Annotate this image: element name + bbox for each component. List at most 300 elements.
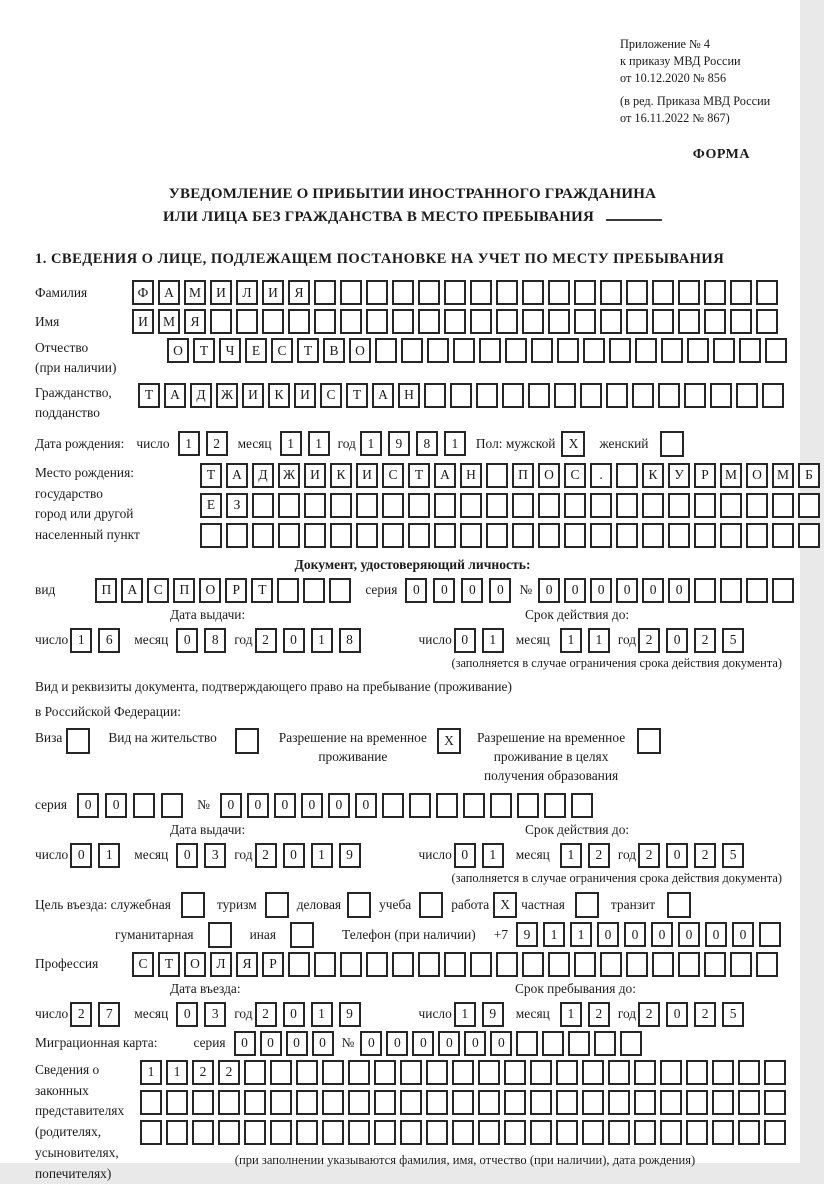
form-cell: Р: [694, 463, 716, 488]
label-line: (родителях,: [35, 1124, 102, 1140]
form-cell: [574, 952, 596, 977]
form-cell: [140, 1090, 162, 1115]
form-cell: Т: [408, 463, 430, 488]
cell-row: [140, 1090, 790, 1115]
form-cell: [436, 793, 458, 818]
form-cell: Л: [236, 280, 258, 305]
form-cell: [330, 493, 352, 518]
birth-month-cells: [280, 431, 336, 456]
form-cell: [522, 280, 544, 305]
cell-row: [140, 1060, 790, 1085]
form-cell: [192, 1120, 214, 1145]
form-cell: [530, 1060, 552, 1085]
form-cell: 9: [339, 843, 361, 868]
form-cell: [531, 338, 553, 363]
label: месяц: [134, 632, 169, 648]
form-cell: [764, 1120, 786, 1145]
form-cell: [548, 309, 570, 334]
form-cell: [739, 338, 761, 363]
surname-label: Фамилия: [35, 284, 88, 300]
form-cell: Р: [225, 578, 247, 603]
label-line: Сведения о: [35, 1061, 100, 1077]
form-cell: 0: [360, 1031, 382, 1056]
form-cell: [686, 1120, 708, 1145]
form-cell: [200, 523, 222, 548]
form-cell: [694, 523, 716, 548]
form-cell: С: [132, 952, 154, 977]
form-cell: [759, 922, 781, 947]
form-cell: [496, 280, 518, 305]
form-cell: [544, 793, 566, 818]
label: год: [234, 1006, 253, 1022]
form-cell: [626, 309, 648, 334]
form-cell: [392, 309, 414, 334]
form-cell: Ф: [132, 280, 154, 305]
entry-day-cells: [70, 1002, 126, 1027]
form-cell: [490, 793, 512, 818]
form-cell: [687, 338, 709, 363]
form-cell: [704, 952, 726, 977]
form-cell: [652, 952, 674, 977]
form-cell: З: [226, 493, 248, 518]
form-cell: [652, 309, 674, 334]
form-cell: А: [434, 463, 456, 488]
form-cell: 0: [454, 843, 476, 868]
form-cell: А: [226, 463, 248, 488]
form-cell: [278, 523, 300, 548]
permit-series-row: [35, 793, 790, 818]
visit-purpose-row: [35, 892, 790, 918]
form-cell: [382, 793, 404, 818]
form-cell: [340, 309, 362, 334]
form-cell: С: [564, 463, 586, 488]
label: число: [418, 847, 452, 863]
form-cell: [571, 793, 593, 818]
permit-dates-labels-right: Срок действия до:: [525, 821, 630, 837]
doc-dates-labels-right: Срок действия до:: [525, 606, 630, 622]
label-line: получения образования: [483, 767, 619, 783]
form-cell: [772, 523, 794, 548]
purpose-study-checkbox: [419, 892, 443, 918]
form-cell: [606, 383, 628, 408]
form-cell: [366, 952, 388, 977]
form-cell: [616, 463, 638, 488]
purpose-business-checkbox: [347, 892, 371, 918]
form-cell: И: [210, 280, 232, 305]
form-cell: 1: [570, 922, 592, 947]
form-cell: [166, 1090, 188, 1115]
label-line: Гражданство,: [35, 384, 112, 400]
form-cell: [479, 338, 501, 363]
label-line: усыновителях,: [35, 1144, 119, 1160]
permit-series-label: серия: [35, 797, 68, 813]
form-cell: 2: [638, 843, 660, 868]
entry-dates-labels: [35, 981, 790, 1000]
form-cell: 0: [666, 628, 688, 653]
label: серия: [365, 582, 398, 598]
form-cell: [444, 309, 466, 334]
form-cell: [288, 952, 310, 977]
form-cell: [322, 1060, 344, 1085]
form-cell: Д: [252, 463, 274, 488]
form-cell: [270, 1060, 292, 1085]
form-cell: 0: [642, 578, 664, 603]
form-cell: [512, 523, 534, 548]
form-cell: [554, 383, 576, 408]
form-cell: М: [720, 463, 742, 488]
form-cell: Я: [184, 309, 206, 334]
form-cell: [608, 1090, 630, 1115]
temp-residence-education-checkbox: [637, 728, 661, 754]
label-line: город или другой: [35, 506, 134, 522]
form-cell: [538, 493, 560, 518]
form-cell: 1: [140, 1060, 162, 1085]
permit-series-cells: [77, 793, 189, 818]
migration-card-row: [35, 1031, 790, 1056]
form-cell: 2: [218, 1060, 240, 1085]
residence-doc-line1: Вид и реквизиты документа, подтверждающего право на пребывание (проживание): [35, 678, 512, 694]
patronymic-cells: [167, 338, 791, 363]
label-line: Разрешение на временное: [278, 729, 427, 745]
form-cell: [712, 1120, 734, 1145]
form-cell: 1: [70, 628, 92, 653]
form-cell: [616, 493, 638, 518]
form-title-line1: УВЕДОМЛЕНИЕ О ПРИБЫТИИ ИНОСТРАННОГО ГРАЖДАНИНА: [168, 185, 657, 202]
form-cell: [764, 1060, 786, 1085]
label-line: подданство: [35, 404, 100, 420]
label: месяц: [515, 632, 550, 648]
form-cell: [608, 1120, 630, 1145]
stay-month-cells: [560, 1002, 616, 1027]
form-cell: 1: [308, 431, 330, 456]
form-cell: Е: [245, 338, 267, 363]
cell-row: [140, 1120, 790, 1145]
phone-label: Телефон (при наличии): [342, 926, 476, 942]
label-line: проживание в целях: [493, 748, 609, 764]
label: число: [35, 847, 69, 863]
legal-reps-block-note: (при заполнении указываются фамилия, имя, отчество (при наличии), дата рождения): [234, 1152, 696, 1167]
form-cell: [668, 523, 690, 548]
form-cell: 1: [588, 628, 610, 653]
visa-label: Виза: [35, 729, 63, 745]
form-cell: [418, 309, 440, 334]
form-cell: [764, 1090, 786, 1115]
form-cell: [634, 1060, 656, 1085]
form-cell: [400, 1120, 422, 1145]
form-cell: [161, 793, 183, 818]
form-cell: 1: [311, 628, 333, 653]
temp-residence-education-label: [477, 728, 625, 785]
form-cell: [314, 309, 336, 334]
form-cell: [686, 1090, 708, 1115]
label-line: государство: [35, 485, 103, 501]
form-cell: [557, 338, 579, 363]
form-cell: 0: [412, 1031, 434, 1056]
form-cell: [218, 1090, 240, 1115]
form-cell: [564, 493, 586, 518]
form-cell: 0: [666, 1002, 688, 1027]
form-cell: 1: [360, 431, 382, 456]
form-cell: [426, 1060, 448, 1085]
form-cell: [244, 1120, 266, 1145]
form-cell: [517, 793, 539, 818]
form-cell: [270, 1120, 292, 1145]
form-cell: [244, 1060, 266, 1085]
residence-permit-checkbox: [235, 728, 259, 754]
form-cell: 0: [301, 793, 323, 818]
form-cell: [262, 309, 284, 334]
citizenship-cells: [138, 383, 788, 408]
label: число: [35, 1006, 69, 1022]
purpose-other-checkbox: [290, 922, 314, 948]
form-cell: [496, 309, 518, 334]
form-cell: [626, 952, 648, 977]
form-cell: О: [538, 463, 560, 488]
form-cell: Р: [262, 952, 284, 977]
form-cell: [704, 280, 726, 305]
form-cell: [582, 1090, 604, 1115]
form-cell: 0: [77, 793, 99, 818]
form-cell: И: [356, 463, 378, 488]
surname-row: [35, 280, 790, 305]
entry-dates-labels-right: Срок пребывания до:: [515, 980, 636, 996]
birth-day-cells: [178, 431, 234, 456]
form-cell: [642, 493, 664, 518]
form-cell: [594, 1031, 616, 1056]
label-line: Разрешение на временное: [476, 729, 626, 745]
form-cell: У: [668, 463, 690, 488]
purpose-private-checkbox: [575, 892, 599, 918]
label: год: [617, 1006, 637, 1022]
label: серия: [193, 1035, 226, 1051]
phone-cells: [516, 922, 786, 947]
permit-expiry-day-cells: [454, 843, 510, 868]
form-cell: [210, 309, 232, 334]
form-cell: 0: [176, 1002, 198, 1027]
label: месяц: [515, 1006, 550, 1022]
migration-series-cells: [234, 1031, 338, 1056]
form-cell: И: [294, 383, 316, 408]
form-cell: 9: [388, 431, 410, 456]
form-cell: [426, 1120, 448, 1145]
form-cell: [528, 383, 550, 408]
form-cell: [522, 952, 544, 977]
form-cell: [634, 1090, 656, 1115]
label: транзит: [610, 896, 656, 912]
form-cell: [548, 280, 570, 305]
form-cell: [522, 309, 544, 334]
form-cell: [452, 1120, 474, 1145]
form-cell: К: [642, 463, 664, 488]
doc-type-cells: [95, 578, 355, 603]
form-cell: [556, 1090, 578, 1115]
form-cell: 1: [560, 628, 582, 653]
form-cell: С: [382, 463, 404, 488]
form-cell: [486, 463, 508, 488]
permit-issue-month-cells: [176, 843, 232, 868]
form-cell: С: [147, 578, 169, 603]
form-cell: [600, 309, 622, 334]
label-line: представителях: [35, 1103, 125, 1119]
label: работа: [451, 896, 490, 912]
form-cell: [470, 952, 492, 977]
form-cell: [635, 338, 657, 363]
form-title-line2: [35, 206, 790, 229]
label: месяц: [134, 1006, 169, 1022]
form-cell: 2: [694, 1002, 716, 1027]
form-cell: [450, 383, 472, 408]
label: месяц: [134, 847, 169, 863]
form-cell: И: [132, 309, 154, 334]
form-cell: [798, 493, 820, 518]
form-cell: 0: [286, 1031, 308, 1056]
form-cell: 2: [70, 1002, 92, 1027]
form-cell: [374, 1090, 396, 1115]
form-cell: [496, 952, 518, 977]
doc-type-row: [35, 578, 790, 603]
form-cell: [460, 493, 482, 518]
purpose-humanitarian-label: гуманитарная: [115, 926, 194, 942]
label: месяц: [515, 847, 550, 863]
appendix-line: Приложение № 4: [620, 37, 711, 51]
form-cell: 3: [204, 1002, 226, 1027]
form-cell: 0: [70, 843, 92, 868]
form-cell: [236, 309, 258, 334]
label: число: [136, 435, 170, 451]
patronymic-row: [35, 338, 790, 378]
form-cell: Т: [193, 338, 215, 363]
form-cell: [600, 952, 622, 977]
form-cell: [556, 1120, 578, 1145]
doc-issue-month-cells: [176, 628, 232, 653]
form-cell: 1: [482, 843, 504, 868]
form-cell: 9: [516, 922, 538, 947]
form-cell: [400, 1060, 422, 1085]
sex-male-checkbox: Х: [561, 431, 585, 457]
form-cell: [314, 952, 336, 977]
form-cell: 0: [624, 922, 646, 947]
form-cell: [288, 309, 310, 334]
stay-day-cells: [454, 1002, 510, 1027]
form-cell: [746, 578, 768, 603]
form-cell: 1: [454, 1002, 476, 1027]
form-cell: [568, 1031, 590, 1056]
doc-expiry-day-cells: [454, 628, 510, 653]
form-cell: [678, 280, 700, 305]
form-cell: Я: [288, 280, 310, 305]
form-cell: [504, 1090, 526, 1115]
doc-issue-year-cells: [255, 628, 367, 653]
form-cell: [192, 1090, 214, 1115]
form-cell: [730, 309, 752, 334]
doc-expiry-month-cells: [560, 628, 616, 653]
form-cell: 7: [98, 1002, 120, 1027]
form-cell: 0: [274, 793, 296, 818]
appendix-line: от 16.11.2022 № 867): [620, 110, 730, 125]
birth-year-cells: [360, 431, 472, 456]
form-cell: [516, 1031, 538, 1056]
form-cell: [660, 1060, 682, 1085]
doc-number-cells: [538, 578, 798, 603]
cell-row: [200, 493, 824, 518]
form-cell: [712, 1090, 734, 1115]
appendix-note: [620, 36, 790, 127]
form-cell: 6: [98, 628, 120, 653]
label: №: [519, 582, 533, 598]
label-line: проживание: [318, 748, 388, 764]
form-cell: М: [158, 309, 180, 334]
form-cell: Н: [398, 383, 420, 408]
form-cell: [642, 523, 664, 548]
form-cell: [582, 1120, 604, 1145]
label: туризм: [216, 896, 257, 912]
label-line: Место рождения:: [35, 464, 134, 480]
appendix-line: к приказу МВД России: [620, 53, 741, 68]
form-cell: [252, 523, 274, 548]
givenname-label: Имя: [35, 313, 60, 329]
form-cell: [564, 523, 586, 548]
visa-checkbox: [66, 728, 90, 754]
form-cell: [720, 493, 742, 518]
form-cell: Н: [460, 463, 482, 488]
form-cell: 2: [255, 628, 277, 653]
form-cell: Т: [158, 952, 180, 977]
form-cell: 1: [482, 628, 504, 653]
form-cell: [736, 383, 758, 408]
label: год: [337, 435, 356, 451]
form-cell: 0: [312, 1031, 334, 1056]
form-cell: [296, 1120, 318, 1145]
form-cell: 2: [638, 628, 660, 653]
form-cell: [478, 1120, 500, 1145]
identity-doc-heading: Документ, удостоверяющий личность:: [294, 556, 531, 572]
form-cell: [720, 578, 742, 603]
form-cell: 3: [204, 843, 226, 868]
form-cell: [322, 1090, 344, 1115]
form-cell: Л: [210, 952, 232, 977]
doc-dates-labels-left: Дата выдачи:: [170, 606, 246, 622]
birthplace-block-label: [35, 463, 200, 546]
form-cell: П: [95, 578, 117, 603]
form-cell: 0: [438, 1031, 460, 1056]
form-cell: [712, 1060, 734, 1085]
form-cell: 0: [489, 578, 511, 603]
form-cell: [556, 1060, 578, 1085]
form-cell: 2: [588, 1002, 610, 1027]
form-cell: 0: [260, 1031, 282, 1056]
form-cell: [530, 1090, 552, 1115]
form-cell: Т: [251, 578, 273, 603]
form-cell: [704, 309, 726, 334]
form-cell: [632, 383, 654, 408]
form-cell: [542, 1031, 564, 1056]
form-cell: 2: [206, 431, 228, 456]
form-cell: П: [512, 463, 534, 488]
form-cell: М: [184, 280, 206, 305]
form-cell: [366, 280, 388, 305]
form-cell: П: [173, 578, 195, 603]
form-cell: [512, 493, 534, 518]
permit-number-cells: [220, 793, 598, 818]
form-cell: [590, 493, 612, 518]
permit-expiry-year-cells: [638, 843, 750, 868]
label: год: [234, 632, 253, 648]
form-cell: [348, 1090, 370, 1115]
form-cell: И: [242, 383, 264, 408]
form-cell: 5: [722, 628, 744, 653]
form-cell: 0: [283, 843, 305, 868]
legal-reps-block-label: [35, 1060, 140, 1184]
